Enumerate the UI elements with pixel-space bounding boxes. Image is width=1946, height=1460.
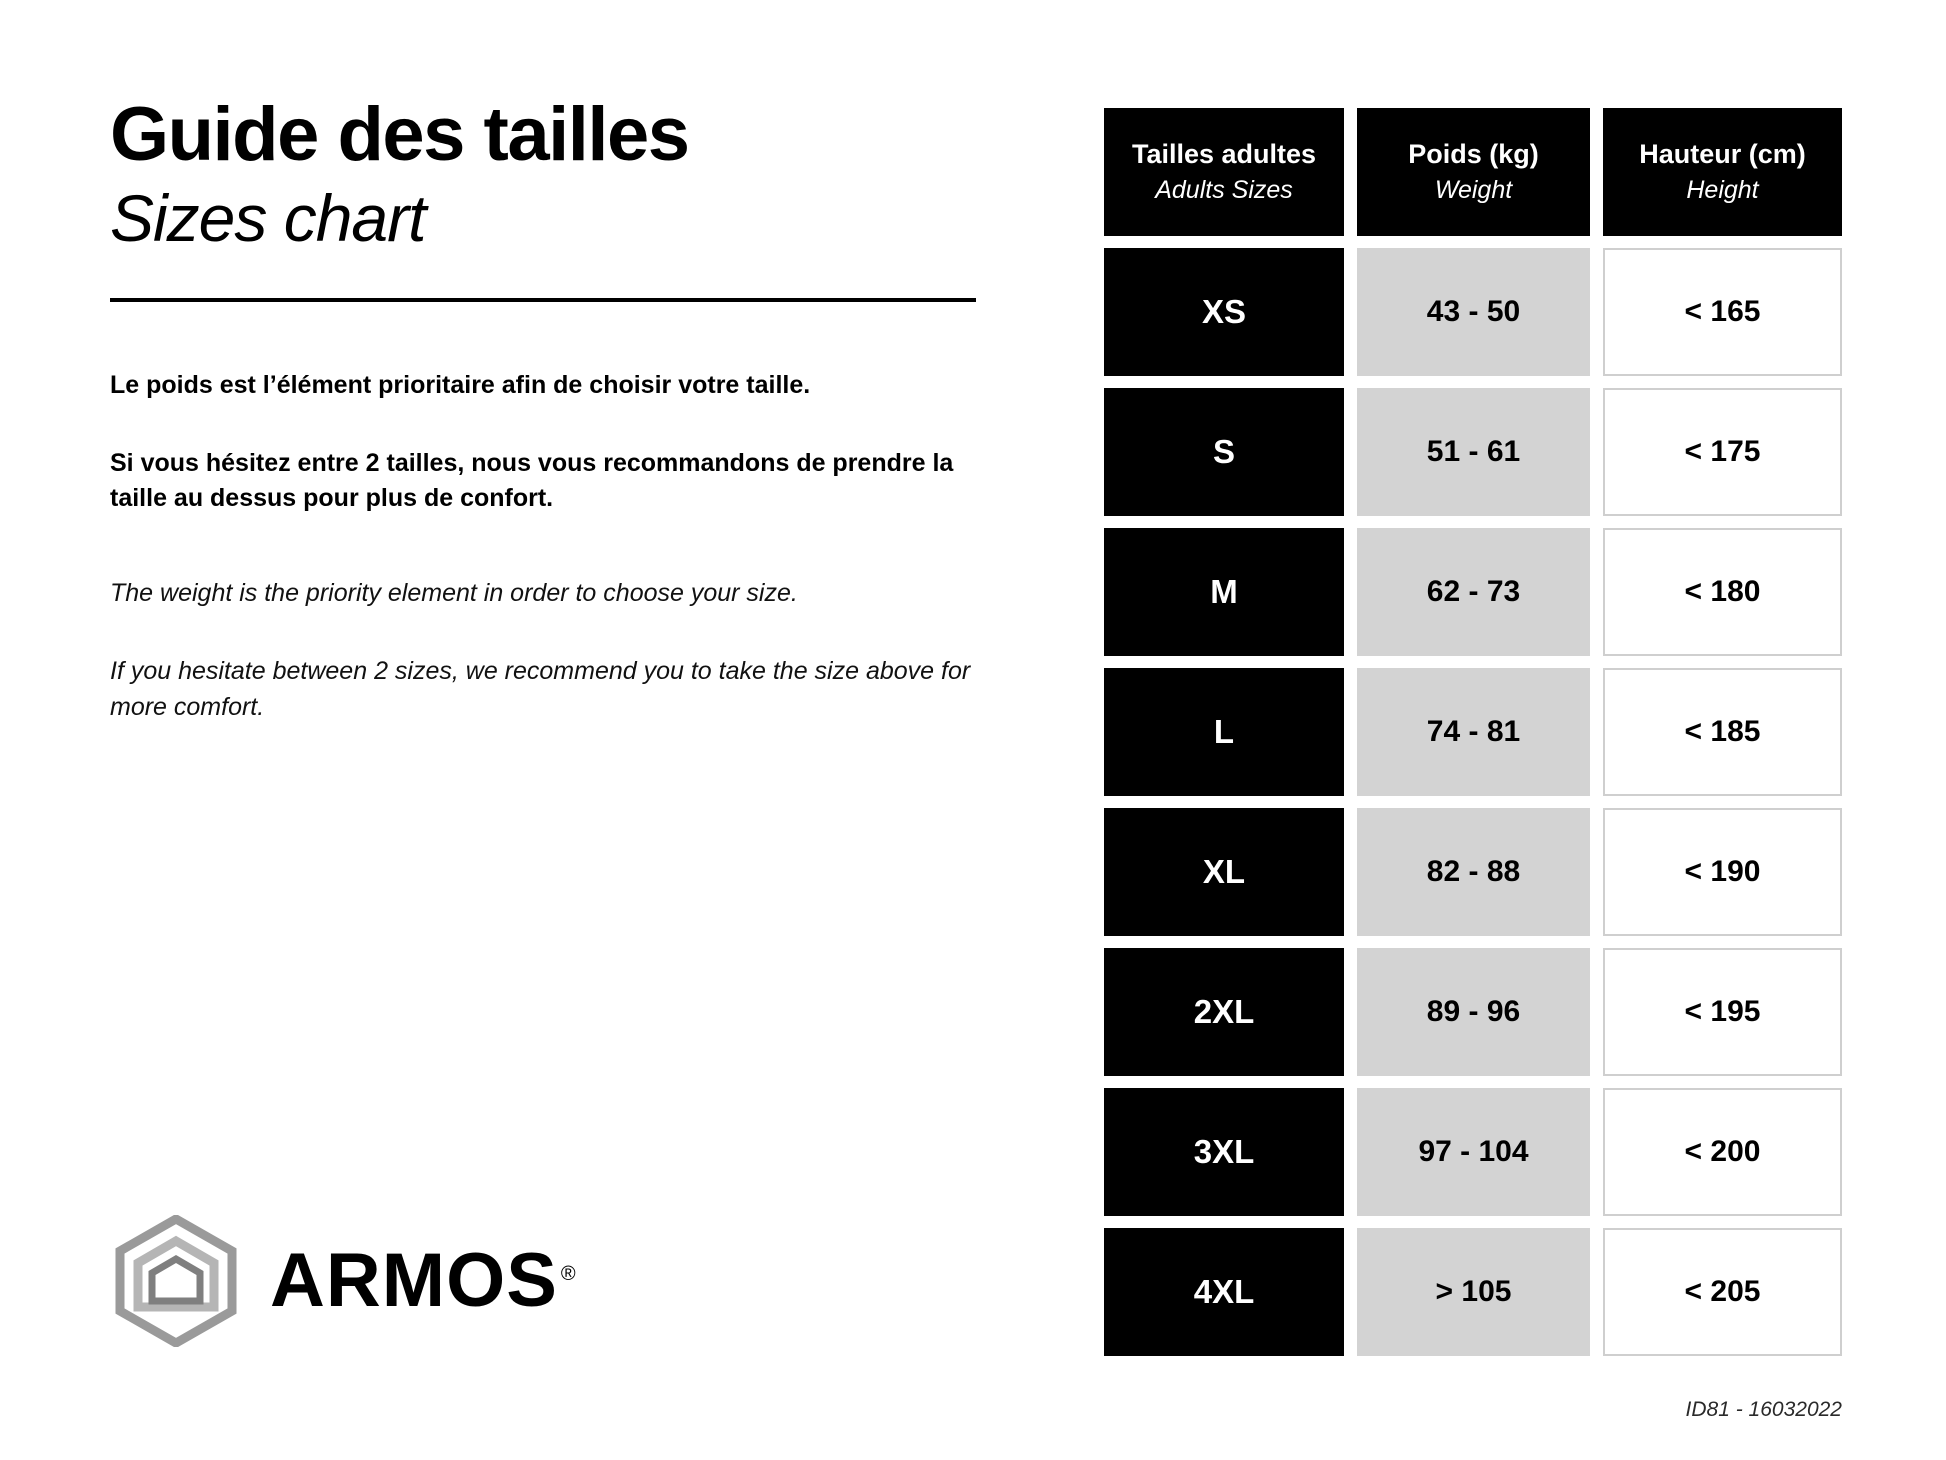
cell-height: < 200 — [1603, 1088, 1842, 1216]
table-row — [1104, 808, 1842, 936]
document-id: ID81 - 16032022 — [1685, 1398, 1842, 1421]
brand-name-text: ARMOS — [270, 1238, 558, 1323]
cell-height: < 190 — [1603, 808, 1842, 936]
note-en-2: If you hesitate between 2 sizes, we recommend you to take the size above for more comfort. — [110, 656, 971, 722]
cell-size: M — [1104, 528, 1344, 656]
table-row — [1104, 948, 1842, 1076]
cell-weight: > 105 — [1357, 1228, 1590, 1356]
header-height-fr: Hauteur (cm) — [1639, 139, 1806, 170]
left-column — [110, 92, 990, 725]
cell-size: 3XL — [1104, 1088, 1344, 1216]
header-cell-size — [1104, 108, 1344, 236]
cell-weight: 82 - 88 — [1357, 808, 1590, 936]
page-title-en: Sizes chart — [110, 180, 426, 255]
brand-name — [270, 1238, 577, 1323]
cell-size: XL — [1104, 808, 1344, 936]
note-en-1: The weight is the priority element in order to choose your size. — [110, 578, 798, 607]
cell-size: XS — [1104, 248, 1344, 376]
cell-weight: 97 - 104 — [1357, 1088, 1590, 1216]
cell-height: < 195 — [1603, 948, 1842, 1076]
armos-hexagon-icon — [112, 1215, 240, 1347]
header-cell-weight — [1357, 108, 1590, 236]
sizes-table — [1104, 108, 1842, 1356]
cell-size: 4XL — [1104, 1228, 1344, 1356]
table-row — [1104, 248, 1842, 376]
table-row — [1104, 1228, 1842, 1356]
cell-size: L — [1104, 668, 1344, 796]
header-weight-en: Weight — [1434, 175, 1513, 204]
table-row — [1104, 388, 1842, 516]
table-header-row — [1104, 108, 1842, 236]
header-size-en: Adults Sizes — [1155, 175, 1293, 204]
cell-weight: 51 - 61 — [1357, 388, 1590, 516]
cell-weight: 62 - 73 — [1357, 528, 1590, 656]
cell-size: 2XL — [1104, 948, 1344, 1076]
cell-weight: 89 - 96 — [1357, 948, 1590, 1076]
table-row — [1104, 1088, 1842, 1216]
note-fr-1: Le poids est l’élément prioritaire afin de choisir votre taille. — [110, 371, 811, 400]
header-height-en: Height — [1686, 175, 1759, 204]
header-cell-height — [1603, 108, 1842, 236]
cell-height: < 185 — [1603, 668, 1842, 796]
table-row — [1104, 528, 1842, 656]
table-row — [1104, 668, 1842, 796]
page-title-fr: Guide des tailles — [110, 92, 689, 177]
header-size-fr: Tailles adultes — [1131, 139, 1317, 170]
cell-height: < 175 — [1603, 388, 1842, 516]
cell-weight: 74 - 81 — [1357, 668, 1590, 796]
title-divider — [110, 298, 976, 302]
note-fr-2: Si vous hésitez entre 2 tailles, nous vous recommandons de prendre la taille au dessus pour plus de confort. — [110, 448, 954, 513]
brand-logo — [112, 1215, 577, 1347]
cell-height: < 180 — [1603, 528, 1842, 656]
cell-height: < 165 — [1603, 248, 1842, 376]
cell-height: < 205 — [1603, 1228, 1842, 1356]
header-weight-fr: Poids (kg) — [1408, 139, 1539, 170]
cell-size: S — [1104, 388, 1344, 516]
registered-mark: ® — [560, 1262, 577, 1285]
cell-weight: 43 - 50 — [1357, 248, 1590, 376]
